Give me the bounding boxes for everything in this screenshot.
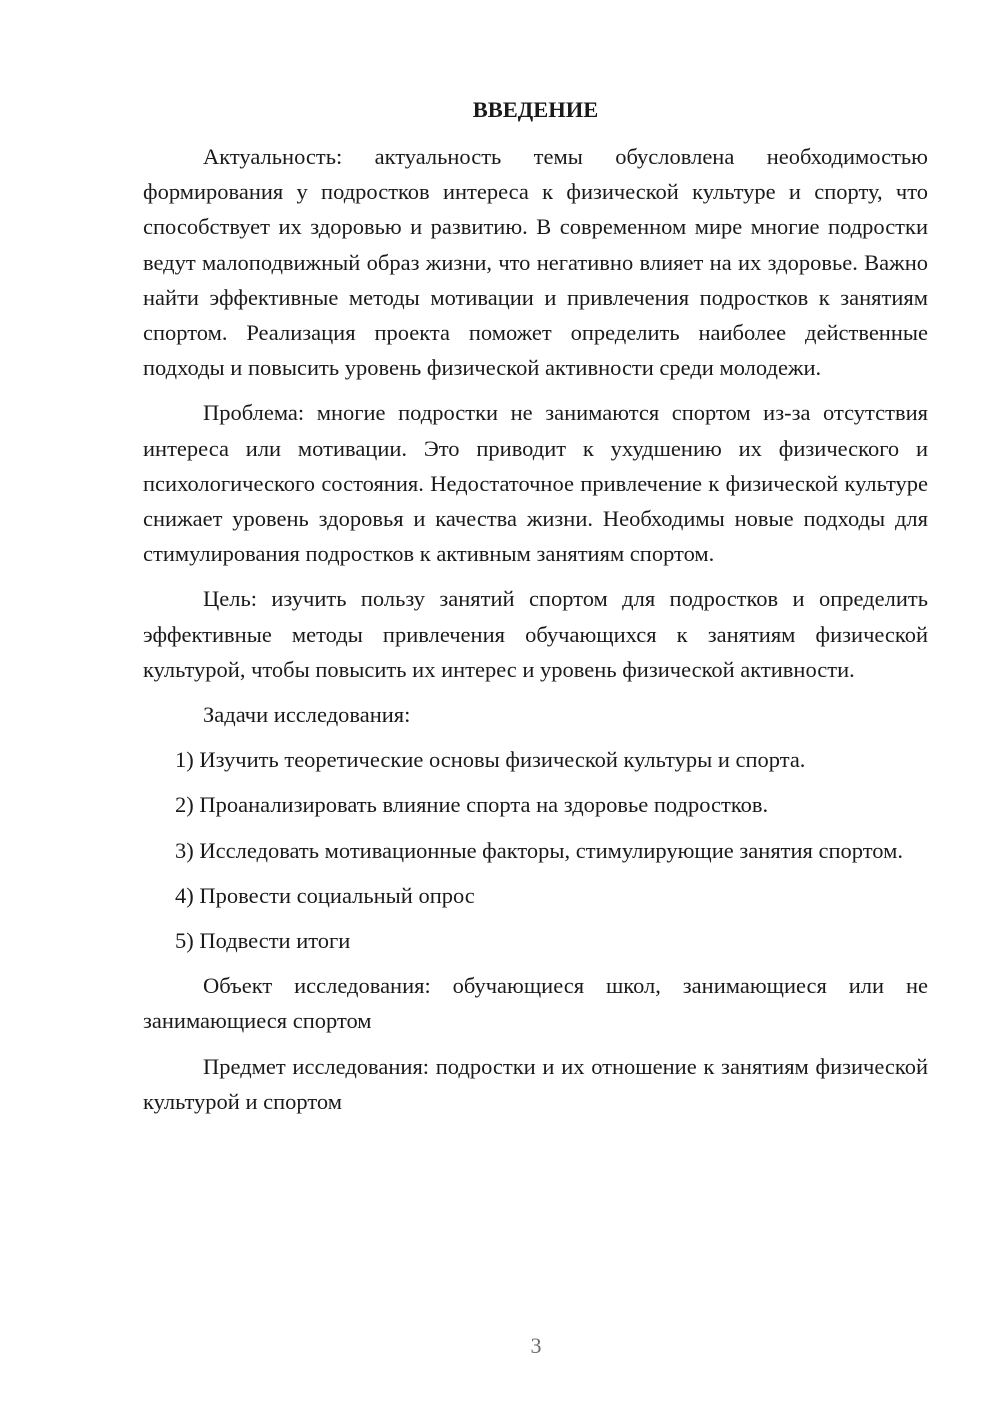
task-item-4: 4) Провести социальный опрос [175, 882, 475, 908]
problem-paragraph: Проблема: многие подростки не занимаются спортом из-за отсутствия интереса или мотивации. Это приводит к ухудшению их физического и психологического состояния. Недостаточное привлечение к физической культуре снижает уровень здоровья и качества жизни. Необходимы новые подходы для стимулирования подростков к активным занятиям спортом. [143, 400, 928, 567]
tasks-heading: Задачи исследования: [203, 702, 411, 728]
page-number: 3 [530, 1333, 542, 1358]
task-item-3: 3) Исследовать мотивационные факторы, стимулирующие занятия спортом. [175, 837, 903, 863]
subject-paragraph: Предмет исследования: подростки и их отношение к занятиям физической культурой и спортом [143, 1053, 928, 1114]
page-content [143, 92, 928, 1129]
task-item-5: 5) Подвести итоги [175, 928, 351, 954]
goal-paragraph: Цель: изучить пользу занятий спортом для подростков и определить эффективные методы привлечения обучающихся к занятиям физической культурой, чтобы повысить их интерес и уровень физической активности. [143, 586, 928, 682]
object-paragraph: Объект исследования: обучающиеся школ, занимающиеся или не занимающиеся спортом [143, 973, 928, 1034]
relevance-paragraph: Актуальность: актуальность темы обусловлена необходимостью формирования у подростков интереса к физической культуре и спорту, что способствует их здоровью и развитию. В современном мире многие подростки ведут малоподвижный образ жизни, что негативно влияет на их здоровье. Важно найти эффективные методы мотивации и привлечения подростков к занятиям спортом. Реализация проекта поможет определить наиболее действенные подходы и повысить уровень физической активности среди молодежи. [143, 144, 928, 381]
page-title: ВВЕДЕНИЕ [472, 97, 599, 122]
task-item-1: 1) Изучить теоретические основы физической культуры и спорта. [175, 747, 806, 773]
task-item-2: 2) Проанализировать влияние спорта на здоровье подростков. [175, 792, 769, 818]
